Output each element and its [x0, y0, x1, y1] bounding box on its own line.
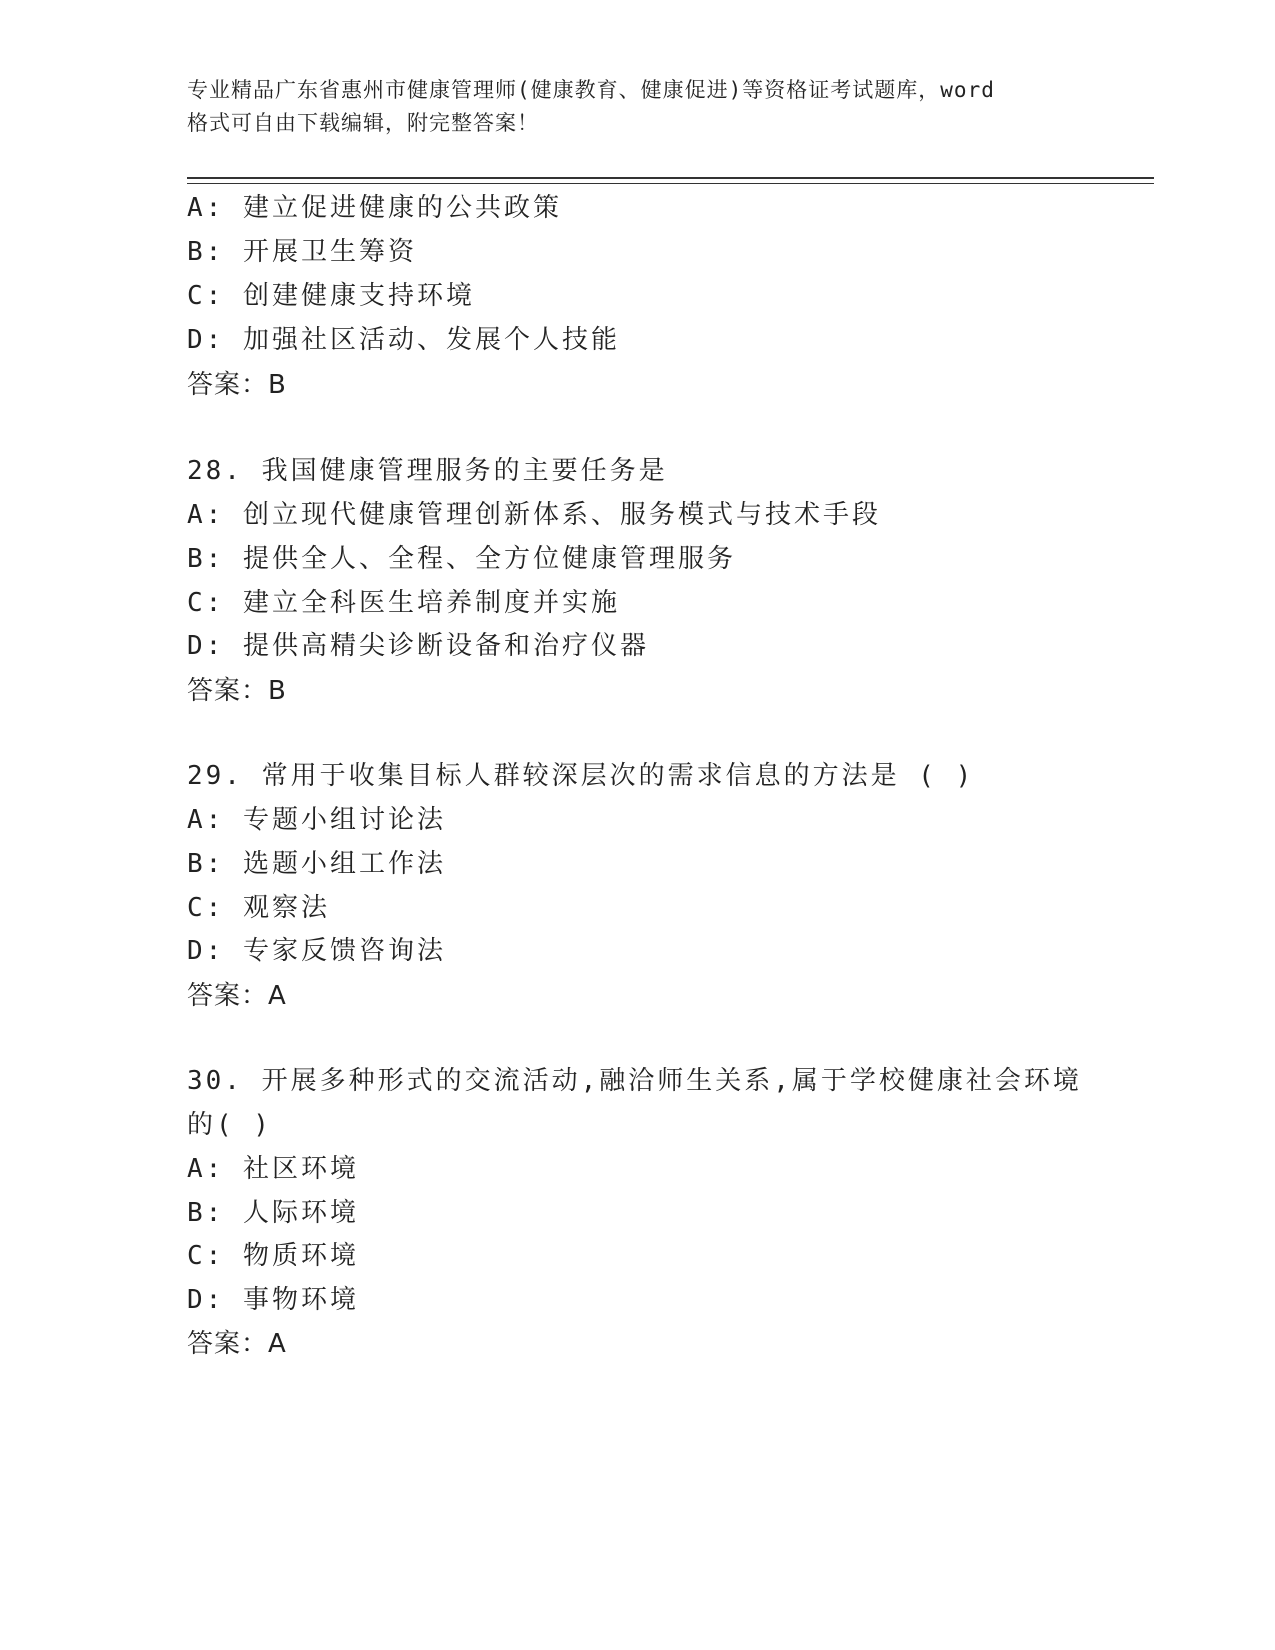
q29-option-b: B: 选题小组工作法 [187, 849, 446, 879]
q29-question: 29. 常用于收集目标人群较深层次的需求信息的方法是 ( ) [187, 761, 975, 791]
q29-answer: 答案：A [187, 981, 287, 1011]
header-divider-thick [187, 177, 1154, 179]
q30-question-line-2: 的( ) [187, 1110, 272, 1140]
q28-option-d: D: 提供高精尖诊断设备和治疗仪器 [187, 631, 649, 661]
q30-option-d: D: 事物环境 [187, 1285, 359, 1315]
q28-option-c: C: 建立全科医生培养制度并实施 [187, 588, 620, 618]
header-line-1: 专业精品广东省惠州市健康管理师(健康教育、健康促进)等资格证考试题库，word [187, 78, 995, 102]
q27-option-d: D: 加强社区活动、发展个人技能 [187, 325, 620, 355]
q28-question: 28. 我国健康管理服务的主要任务是 [187, 456, 668, 486]
q27-answer: 答案：B [187, 370, 287, 400]
document-header [187, 74, 1087, 140]
q27-option-c: C: 创建健康支持环境 [187, 281, 475, 311]
q30-option-a: A: 社区环境 [187, 1154, 359, 1184]
header-line-2: 格式可自由下载编辑，附完整答案！ [187, 111, 539, 135]
q29-option-c: C: 观察法 [187, 893, 330, 923]
q27-option-a: A: 建立促进健康的公共政策 [187, 193, 562, 223]
q29-option-a: A: 专题小组讨论法 [187, 805, 446, 835]
q28-answer: 答案：B [187, 676, 287, 706]
q30-option-b: B: 人际环境 [187, 1198, 359, 1228]
q30-option-c: C: 物质环境 [187, 1241, 359, 1271]
q30-answer: 答案：A [187, 1329, 287, 1359]
q27-option-b: B: 开展卫生筹资 [187, 237, 417, 267]
header-divider-thin [187, 183, 1154, 184]
q28-option-a: A: 创立现代健康管理创新体系、服务模式与技术手段 [187, 500, 881, 530]
q28-option-b: B: 提供全人、全程、全方位健康管理服务 [187, 544, 736, 574]
q29-option-d: D: 专家反馈咨询法 [187, 936, 446, 966]
q30-question-line-1: 30. 开展多种形式的交流活动,融洽师生关系,属于学校健康社会环境 [187, 1066, 1082, 1096]
